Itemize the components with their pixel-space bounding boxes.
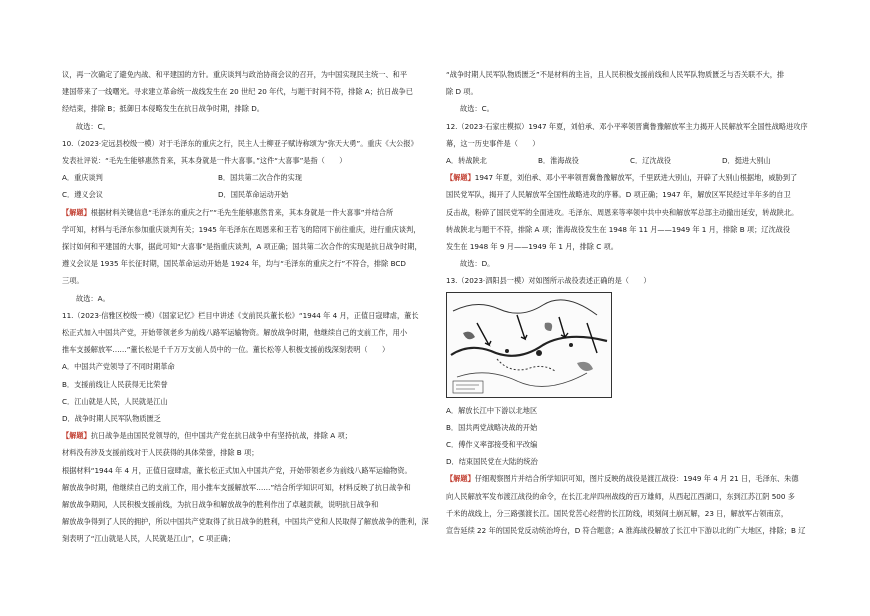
solution-text: 根据材料“1944 年 4 月，正值日寇肆虐，董长松正式加入中国共产党，开始带领老乡为前线八路军运输物资。 [62, 465, 412, 475]
solution-text: 国民党军队，揭开了人民解放军全国性战略进攻的序幕。D 项正确；1947 年，解放区军民经过半年多的自卫 [446, 190, 791, 200]
option-a: A．解放长江中下游以北地区 [446, 405, 538, 415]
text-line: 议，再一次确定了避免内战、和平建国的方针。重庆谈判与政治协商会议的召开，为中国实现民主统一、和平 [62, 70, 408, 79]
solution-tag: 【解题】 [62, 431, 91, 441]
text-line: 经结束，排除 B；抵御日本侵略发生在抗日战争时期，排除 D。 [62, 104, 264, 114]
solution-tag: 【解题】 [446, 173, 475, 183]
option-a: A．中国共产党领导了不同时期革命 [62, 362, 175, 372]
right-column [446, 66, 816, 539]
option-d: D．国民革命运动开始 [218, 190, 289, 200]
question-10-stem: 10.（2023·定远县校级一模）对于毛泽东的重庆之行，民主人士柳亚子赋诗称颂为“弥天大勇”。重庆《大公报》 [62, 138, 418, 148]
option-b: B．淮海战役 [538, 156, 579, 166]
solution-text: 刻表明了“江山就是人民，人民就是江山”，C 项正确； [62, 534, 235, 544]
solution-tag: 【解题】 [446, 474, 475, 484]
option-a: A．重庆谈判 [62, 173, 103, 183]
solution-text: 【解题】根据材料关键信息“毛泽东的重庆之行”“毛先生能够惠然肯来，其本身就是一件大喜事”并结合所 [62, 207, 394, 217]
option-c: C．辽沈战役 [630, 156, 671, 166]
solution-text: 解放战争得到了人民的拥护，所以中国共产党取得了抗日战争的胜利，中国共产党和人民取得了解放战争的胜利，深 [62, 517, 429, 527]
option-d: D．挺进大别山 [722, 156, 771, 166]
solution-text: 【解题】抗日战争是由国民党领导的，但中国共产党在抗日战争中有坚持抗战，排除 A 项； [62, 431, 352, 441]
solution-text: 转战陕北与题干不符，排除 A 项；淮海战役发生在 1948 年 11 月——1949 年 1 月，排除 B 项；辽沈战役 [446, 224, 791, 234]
solution-text: 解放战争时期，他继续自己的支前工作，用小推车支援解放军……”结合所学知识可知，材料反映了抗日战争和 [62, 482, 411, 492]
solution-text: 【解题】1947 年夏，刘伯承、邓小平率领晋冀鲁豫解放军，千里跃进大别山，开辟了大别山根据地，威胁到了 [446, 173, 798, 183]
solution-text: 向人民解放军发布渡江战役的命令，在长江北岸四州战线的百万雄师，从西起江西湖口，东到江苏江阴 500 多 [446, 491, 795, 501]
battle-map-image [446, 292, 612, 398]
question-12-options [446, 152, 816, 169]
answer-line: 故选：D。 [460, 259, 495, 269]
solution-text: 探讨如何和平建国的大事，据此可知“大喜事”是指重庆谈判，A 项正确；国共第二次合作的实现是抗日战争时期， [62, 242, 422, 252]
solution-tag: 【解题】 [62, 207, 91, 217]
solution-text: 千米的战线上，分三路强渡长江。国民党苦心经营的长江防线，顷刻间土崩瓦解，23 日，解放军占领南京， [446, 508, 789, 518]
option-c: C．傅作义率部接受和平改编 [446, 440, 538, 450]
solution-text: 学可知，材料与毛泽东参加重庆谈判有关；1945 年毛泽东在周恩来和王若飞的陪同下前往重庆，进行重庆谈判， [62, 224, 421, 234]
text-line: 建国带来了一线曙光。寻求建立革命统一战线发生在 20 世纪 20 年代，与题干时间不符，排除 A；抗日战争已 [62, 87, 413, 97]
question-10-options [62, 169, 432, 203]
question-11-stem: 11.（2023·信雅区校级一模）《国家记忆》栏目中讲述《支前民兵董长松》“1944 年 4 月，正值日寇肆虐，董长 [62, 310, 419, 320]
question-10-stem: 发表社评说：“毛先生能够惠然肯来，其本身就是一件大喜事。”这件“大喜事”是指（ ） [62, 156, 347, 166]
option-b: B．国共两党战略决战的开始 [446, 422, 538, 432]
answer-line: 故选：C。 [460, 104, 494, 114]
question-11-stem: 松正式加入中国共产党，开始带领老乡为前线八路军运输物资。解放战争时期，他继续自己的支前工作，用小 [62, 328, 408, 338]
left-column [62, 66, 432, 548]
option-a: A．转战陕北 [446, 156, 487, 166]
option-b: B．国共第二次合作的实现 [218, 173, 302, 183]
text-line: 除 D 项。 [446, 87, 478, 97]
solution-text: 三项。 [62, 276, 84, 286]
question-12-stem: 12.（2023·石家庄模拟）1947 年夏，刘伯承、邓小平率领晋冀鲁豫解放军主力揭开人民解放军全国性战略进攻序 [446, 121, 808, 131]
solution-text: 【解题】仔细观察图片并结合所学知识可知，图片反映的战役是渡江战役：1949 年 4 月 21 日，毛泽东、朱德 [446, 474, 799, 484]
solution-text: 发生在 1948 年 9 月——1949 年 1 月，排除 C 项。 [446, 242, 618, 252]
option-d: D．结束国民党在大陆的统治 [446, 457, 538, 467]
answer-line: 故选：C。 [76, 121, 110, 131]
question-13-stem: 13.（2023·泗阳县一模）对如图所示战役表述正确的是（ ） [446, 276, 651, 286]
solution-text: 反击战，粉碎了国民党军的全面进攻。毛泽东、周恩来等率领中共中央和解放军总部主动撤出延安，转战陕北。 [446, 207, 799, 217]
solution-text: 遵义会议是 1935 年长征时期，国民革命运动开始是 1924 年，均与“毛泽东的重庆之行”不符合，排除 BCD [62, 259, 406, 269]
text-line: “战争时期人民军队物质匮乏”不是材料的主旨，且人民积极支援前线和人民军队物质匮乏与否关联不大，排 [446, 70, 785, 79]
solution-text: 材料没有涉及支援前线对于人民获得的具体荣誉，排除 B 项； [62, 448, 259, 458]
answer-line: 故选：A。 [76, 293, 110, 303]
question-12-stem: 幕，这一历史事件是（ ） [446, 138, 540, 148]
option-c: C．江山就是人民，人民就是江山 [62, 396, 168, 406]
option-d: D．战争时期人民军队物质匮乏 [62, 414, 161, 424]
map-drawing [447, 293, 611, 397]
solution-text: 解放战争期间，人民积极支援前线，为抗日战争和解放战争的胜利作出了卓越贡献，说明抗日战争和 [62, 500, 379, 510]
option-c: C．遵义会议 [62, 190, 103, 200]
solution-text: 宣告延续 22 年的国民党反动统治垮台，D 符合题意；A 淮海战役解放了长江中下游以北的广大地区，排除；B 辽 [446, 526, 806, 536]
option-b: B．支援前线让人民获得无比荣誉 [62, 379, 168, 389]
question-11-stem: 推车支援解放军……”董长松是千千万万支前人员中的一位。董长松等人积极支援前线深刻表明（ ） [62, 345, 390, 355]
